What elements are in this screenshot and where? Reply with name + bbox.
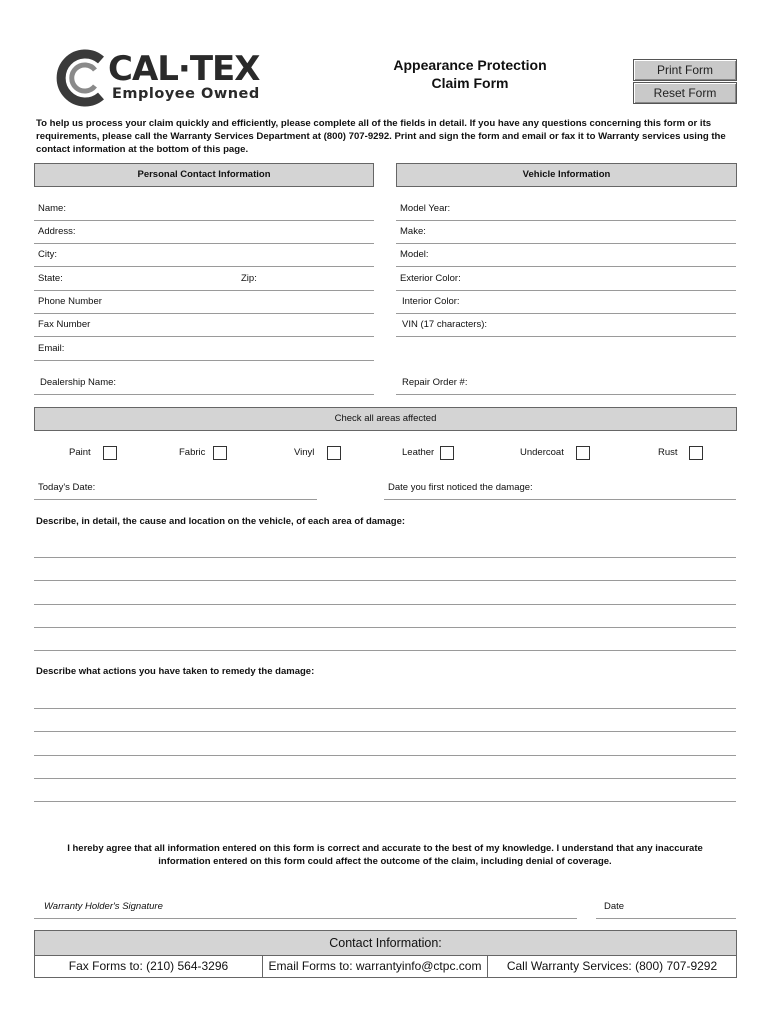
city-label: City: [38, 249, 57, 260]
vin-label: VIN (17 characters): [402, 319, 487, 330]
exterior-color-field[interactable] [396, 290, 736, 291]
print-form-button[interactable]: Print Form [633, 59, 737, 81]
describe-line[interactable] [34, 650, 736, 651]
fax-contact: Fax Forms to: (210) 564-3296 [35, 955, 263, 977]
repair-order-label: Repair Order #: [402, 377, 468, 388]
area-fabric-label: Fabric [179, 447, 206, 458]
email-field[interactable] [34, 360, 374, 361]
remedy-actions-label: Describe what actions you have taken to remedy the damage: [36, 666, 315, 677]
reset-form-button[interactable]: Reset Form [633, 82, 737, 104]
form-title-line1: Appearance Protection [393, 57, 547, 73]
dealership-field[interactable] [34, 394, 374, 395]
todays-date-label: Today's Date: [38, 482, 96, 493]
form-title [370, 56, 570, 92]
area-undercoat-label: Undercoat [520, 447, 564, 458]
personal-contact-header: Personal Contact Information [34, 163, 374, 187]
name-field[interactable] [34, 220, 374, 221]
exterior-color-label: Exterior Color: [400, 273, 461, 284]
remedy-line[interactable] [34, 778, 736, 779]
phone-label: Phone Number [38, 296, 102, 307]
make-field[interactable] [396, 243, 736, 244]
area-leather-label: Leather [402, 447, 435, 458]
city-field[interactable] [34, 266, 374, 267]
model-field[interactable] [396, 266, 736, 267]
remedy-line[interactable] [34, 801, 736, 802]
describe-damage-label: Describe, in detail, the cause and location on the vehicle, of each area of damage: [36, 516, 406, 527]
agreement-statement: I hereby agree that all information entered on this form is correct and accurate to the best of my knowledge. I understand that any inaccurate information entered on this form could affect the outcome of the claim, including denial of coverage. [67, 843, 703, 867]
area-paint-label: Paint [69, 447, 91, 458]
remedy-line[interactable] [34, 731, 736, 732]
repair-order-field[interactable] [396, 394, 736, 395]
address-label: Address: [38, 226, 76, 237]
noticed-date-label: Date you first noticed the damage: [388, 482, 533, 493]
email-label: Email: [38, 343, 65, 354]
interior-color-label: Interior Color: [402, 296, 460, 307]
dealership-label: Dealership Name: [40, 377, 117, 388]
describe-line[interactable] [34, 580, 736, 581]
phone-contact: Call Warranty Services: (800) 707-9292 [506, 959, 718, 973]
state-label: State: [38, 273, 63, 284]
vehicle-info-header: Vehicle Information [396, 163, 737, 187]
signature-label: Warranty Holder's Signature [44, 901, 163, 912]
fax-label: Fax Number [38, 319, 91, 330]
noticed-date-field[interactable] [384, 499, 736, 500]
signature-date-label: Date [604, 901, 625, 912]
signature-date-field[interactable] [596, 918, 736, 919]
fax-field[interactable] [34, 336, 374, 337]
vin-field[interactable] [396, 336, 736, 337]
area-vinyl-label: Vinyl [294, 447, 315, 458]
contact-info-header: Contact Information: [34, 930, 737, 956]
interior-color-field[interactable] [396, 313, 736, 314]
area-undercoat-checkbox[interactable] [576, 446, 590, 460]
areas-affected-header: Check all areas affected [34, 407, 737, 431]
name-label: Name: [38, 203, 66, 214]
logo-c-icon [55, 48, 115, 108]
area-vinyl-checkbox[interactable] [327, 446, 341, 460]
logo-name: CAL·TEX [108, 49, 260, 89]
describe-line[interactable] [34, 604, 736, 605]
contact-info-row [34, 955, 737, 978]
describe-line[interactable] [34, 627, 736, 628]
form-title-line2: Claim Form [431, 75, 509, 91]
area-paint-checkbox[interactable] [103, 446, 117, 460]
model-year-label: Model Year: [400, 203, 451, 214]
area-rust-checkbox[interactable] [689, 446, 703, 460]
make-label: Make: [400, 226, 426, 237]
instructions-text: To help us process your claim quickly and efficiently, please complete all of the fields in detail. If you have any questions concerning this form or its requirements, please call the Warranty Services Department at (800) 707-9292. Print and sign the form and email or fax it to Warranty services using the contact information at the bottom of this page. [36, 118, 726, 155]
area-fabric-checkbox[interactable] [213, 446, 227, 460]
remedy-line[interactable] [34, 755, 736, 756]
zip-label: Zip: [241, 273, 257, 284]
model-label: Model: [400, 249, 429, 260]
area-rust-label: Rust [658, 447, 678, 458]
area-leather-checkbox[interactable] [440, 446, 454, 460]
remedy-line[interactable] [34, 708, 736, 709]
phone-field[interactable] [34, 313, 374, 314]
todays-date-field[interactable] [34, 499, 317, 500]
logo-tagline: Employee Owned [112, 86, 260, 102]
model-year-field[interactable] [396, 220, 736, 221]
state-zip-field[interactable] [34, 290, 374, 291]
email-contact[interactable]: Email Forms to: warrantyinfo@ctpc.com [263, 955, 488, 977]
describe-line[interactable] [34, 557, 736, 558]
signature-field[interactable] [34, 918, 577, 919]
address-field[interactable] [34, 243, 374, 244]
